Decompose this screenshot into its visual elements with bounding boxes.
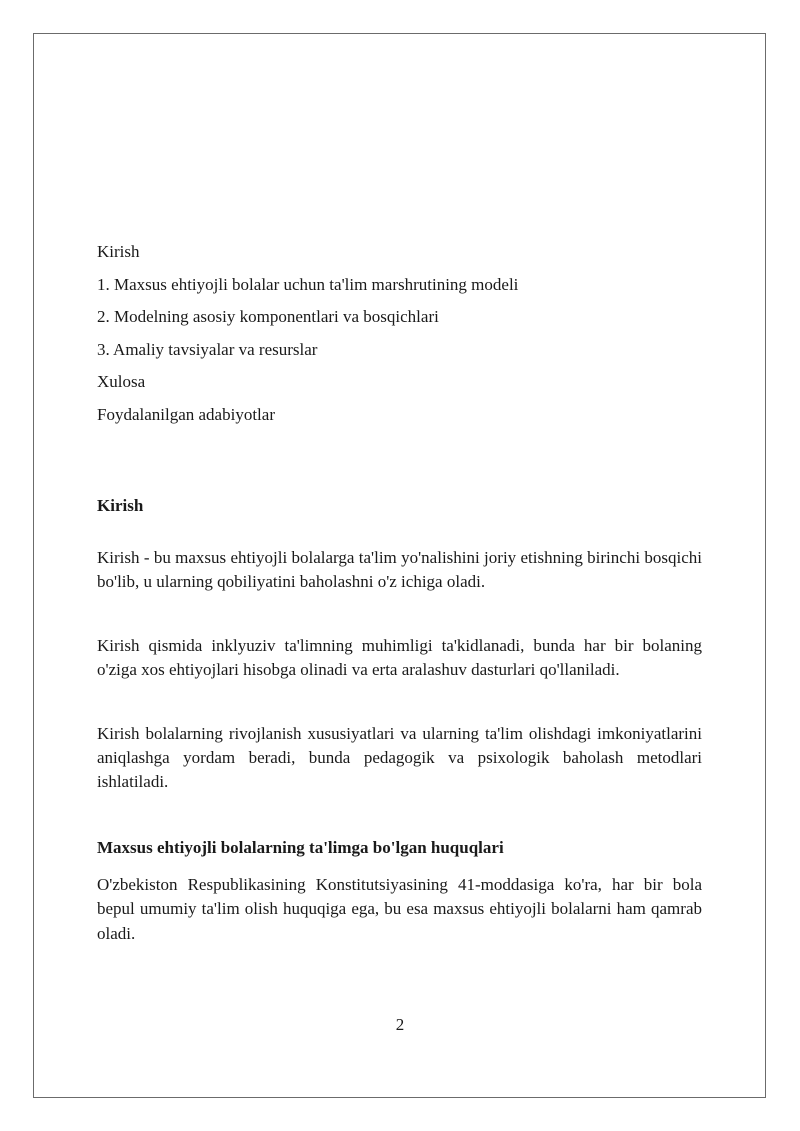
rights-paragraph: O'zbekiston Respublikasining Konstitutsiyasining 41-moddasiga ko'ra, har bir bola bepul umumiy ta'lim olish huquqiga ega, bu esa maxsus ehtiyojli bolalarni ham qamrab oladi. xyxy=(97,874,702,943)
toc-item-references: Foydalanilgan adabiyotlar xyxy=(97,404,275,424)
document-body xyxy=(97,241,702,946)
table-of-contents xyxy=(97,241,702,426)
rights-heading: Maxsus ehtiyojli bolalarning ta'limga bo'lgan huquqlari xyxy=(97,837,504,857)
toc-item-3: 3. Amaliy tavsiyalar va resurslar xyxy=(97,339,318,359)
intro-heading: Kirish xyxy=(97,495,144,515)
intro-paragraph-2: Kirish qismida inklyuziv ta'limning muhimligi ta'kidlanadi, bunda har bir bolaning o'ziga xos ehtiyojlari hisobga olinadi va erta aralashuv dasturlari qo'llaniladi. xyxy=(97,635,702,680)
toc-item-1: 1. Maxsus ehtiyojli bolalar uchun ta'lim marshrutining modeli xyxy=(97,274,519,294)
toc-item-intro: Kirish xyxy=(97,242,140,261)
page-number: 2 xyxy=(395,1015,405,1034)
toc-item-2: 2. Modelning asosiy komponentlari va bosqichlari xyxy=(97,307,439,327)
toc-item-conclusion: Xulosa xyxy=(97,372,146,392)
intro-paragraph-1: Kirish - bu maxsus ehtiyojli bolalarga ta'lim yo'nalishini joriy etishning birinchi bosqichi bo'lib, u ularning qobiliyatini baholashni o'z ichiga oladi. xyxy=(97,547,702,592)
intro-paragraph-3: Kirish bolalarning rivojlanish xususiyatlari va ularning ta'lim olishdagi imkoniyatlarini aniqlashga yordam beradi, bunda pedagogik va psixologik baholash metodlari ishlatiladi. xyxy=(97,723,702,792)
